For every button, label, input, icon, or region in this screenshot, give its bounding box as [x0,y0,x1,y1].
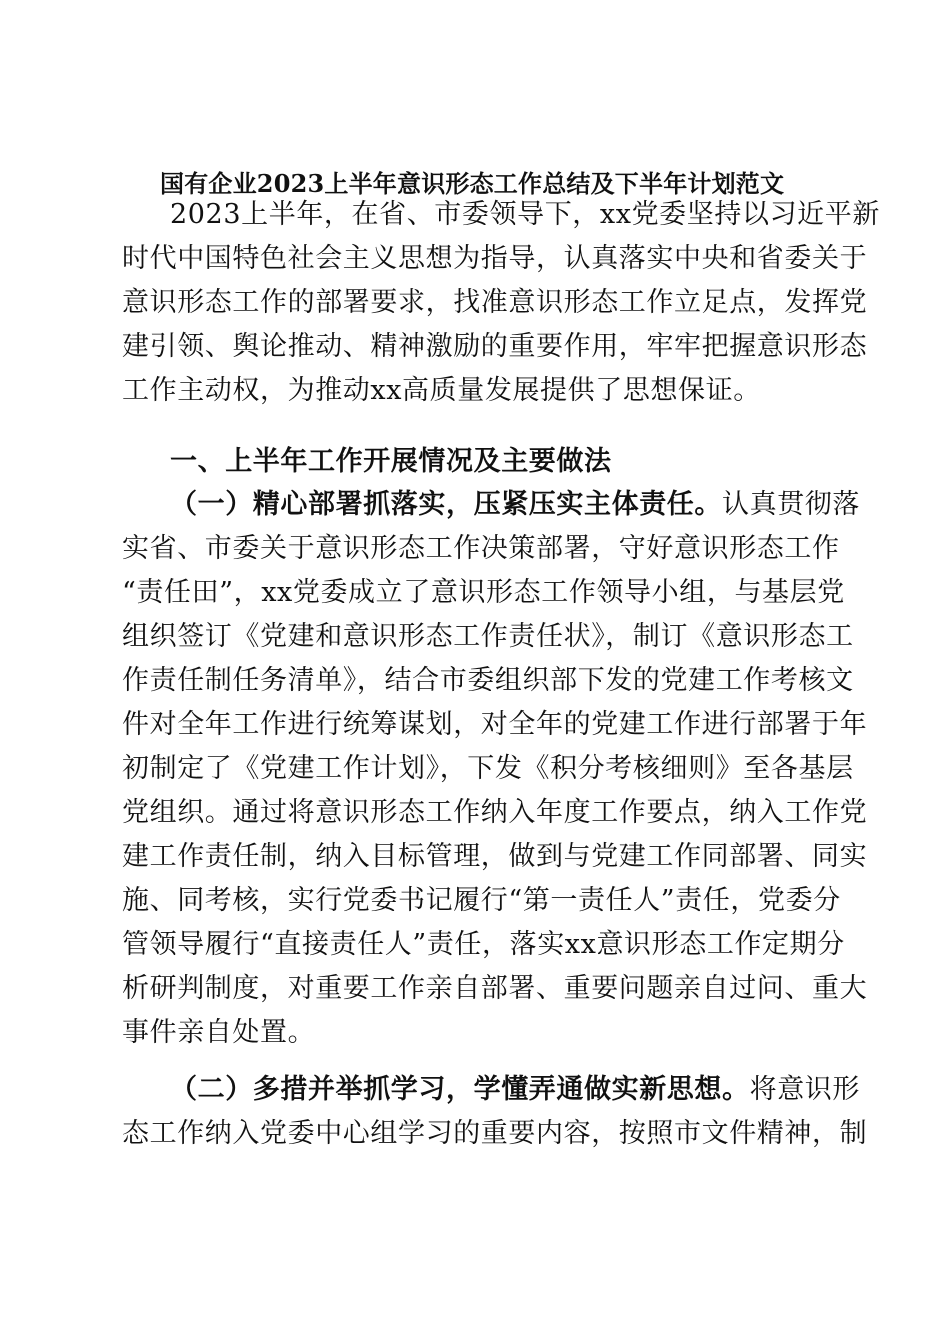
subsection-1-line: 事件亲自处置。 [122,1017,316,1048]
document-title: 国有企业2023上半年意识形态工作总结及下半年计划范文 [160,169,785,198]
intro-line-1: 2023上半年，在省、市委领导下，xx党委坚持以习近平新 [170,199,880,230]
subsection-1-line: 党组织。通过将意识形态工作纳入年度工作要点，纳入工作党 [122,797,868,828]
subsection-1-line: 实省、市委关于意识形态工作决策部署，守好意识形态工作 [122,533,840,564]
subsection-1-line: “责任田”，xx党委成立了意识形态工作领导小组，与基层党 [122,577,845,608]
subsection-1-line: 析研判制度，对重要工作亲自部署、重要问题亲自过问、重大 [122,973,868,1004]
subsection-1-line: 建工作责任制，纳入目标管理，做到与党建工作同部署、同实 [122,841,868,872]
intro-line-5: 工作主动权，为推动xx高质量发展提供了思想保证。 [122,375,761,406]
section-heading: 一、上半年工作开展情况及主要做法 [170,446,612,477]
subsection-1-line: 初制定了《党建工作计划》，下发《积分考核细则》至各基层 [122,753,854,784]
subsection-1-line: 作责任制任务清单》，结合市委组织部下发的党建工作考核文 [122,665,854,696]
subsection-1-line: 件对全年工作进行统筹谋划，对全年的党建工作进行部署于年 [122,709,868,740]
intro-line-3: 意识形态工作的部署要求，找准意识形态工作立足点，发挥党 [122,287,868,318]
subsection-1-line: 管领导履行“直接责任人”责任，落实xx意识形态工作定期分 [122,929,845,960]
subsection-2-line: 态工作纳入党委中心组学习的重要内容，按照市文件精神，制 [122,1118,868,1149]
subsection-2-first-line [170,1068,860,1112]
subsection-2-heading: （二）多措并举抓学习，学懂弄通做实新思想。 [170,1074,750,1105]
intro-line-2: 时代中国特色社会主义思想为指导，认真落实中央和省委关于 [122,243,868,274]
subsection-1-heading: （一）精心部署抓落实，压紧压实主体责任。 [170,489,722,520]
subsection-2-lead: 将意识形 [749,1074,861,1105]
subsection-1-line: 组织签订《党建和意识形态工作责任状》，制订《意识形态工 [122,621,854,652]
subsection-1-lead: 认真贯彻落 [722,489,860,520]
subsection-1-line: 施、同考核，实行党委书记履行“第一责任人”责任，党委分 [122,885,841,916]
intro-line-4: 建引领、舆论推动、精神激励的重要作用，牢牢把握意识形态 [122,331,868,362]
subsection-1-first-line [170,483,860,527]
